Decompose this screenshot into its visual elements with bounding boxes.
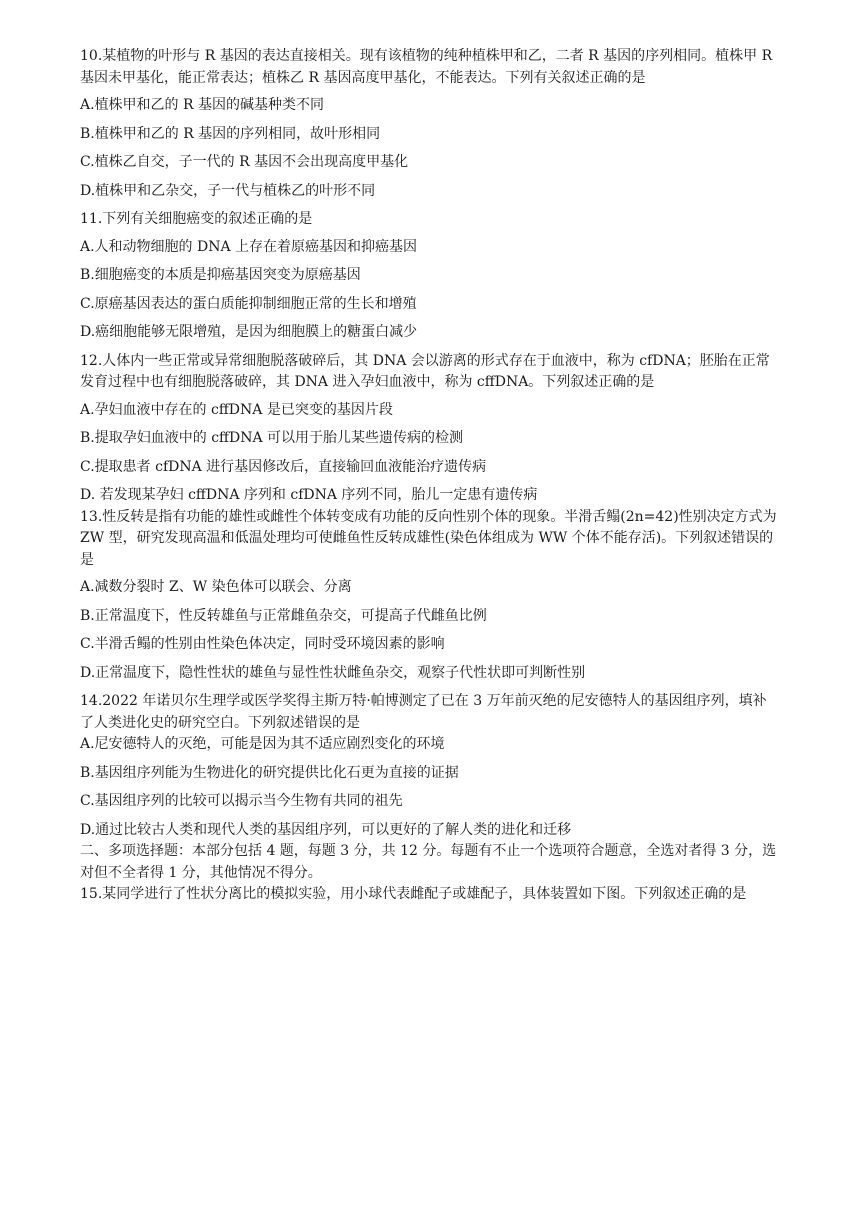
option-a: A.减数分裂时 Z、W 染色体可以联会、分离 bbox=[80, 579, 352, 595]
option-d: D.正常温度下，隐性性状的雄鱼与显性性状雌鱼杂交，观察子代性状即可判断性别 bbox=[80, 664, 586, 681]
question-15 bbox=[80, 884, 780, 906]
question-11 bbox=[80, 209, 780, 344]
option-a: A.植株甲和乙的 R 基因的碱基种类不同 bbox=[80, 97, 325, 113]
option-d: D. 若发现某孕妇 cffDNA 序列和 cfDNA 序列不同，胎儿一定患有遗传病 bbox=[80, 487, 538, 503]
option-c: C.基因组序列的比较可以揭示当今生物有共同的祖先 bbox=[80, 793, 403, 809]
option-c: C.植株乙自交，子一代的 R 基因不会出现高度甲基化 bbox=[80, 154, 409, 170]
option-b: B.正常温度下，性反转雄鱼与正常雌鱼杂交，可提高子代雌鱼比例 bbox=[80, 607, 487, 624]
question-13 bbox=[80, 507, 780, 685]
option-a: A.孕妇血液中存在的 cffDNA 是已突变的基因片段 bbox=[80, 401, 393, 418]
section-heading: 二、多项选择题：本部分包括 4 题，每题 3 分，共 12 分。每题有不止一个选项符合题意，全选对者得 3 分，选对但不全者得 1 分，其他情况不得分。 bbox=[80, 843, 777, 881]
question-stem: 14.2022 年诺贝尔生理学或医学奖得主斯万特·帕博测定了已在 3 万年前灭绝的尼安德特人的基因组序列，填补了人类进化史的研究空白。下列叙述错误的是 bbox=[80, 693, 767, 731]
question-12 bbox=[80, 351, 780, 507]
option-b: B.基因组序列能为生物进化的研究提供比化石更为直接的证据 bbox=[80, 764, 459, 781]
option-a: A.尼安德特人的灭绝，可能是因为其不适应剧烈变化的环境 bbox=[80, 736, 445, 752]
option-c: C.提取患者 cfDNA 进行基因修改后，直接输回血液能治疗遗传病 bbox=[80, 458, 487, 475]
question-stem: 15.某同学进行了性状分离比的模拟实验，用小球代表雌配子或雄配子，具体装置如下图。下列叙述正确的是 bbox=[80, 886, 747, 902]
exam-page bbox=[80, 46, 780, 912]
option-d: D.癌细胞能够无限增殖，是因为细胞膜上的糖蛋白减少 bbox=[80, 324, 418, 340]
question-14 bbox=[80, 691, 780, 841]
option-b: B.提取孕妇血液中的 cffDNA 可以用于胎儿某些遗传病的检测 bbox=[80, 430, 464, 446]
question-stem: 10.某植物的叶形与 R 基因的表达直接相关。现有该植物的纯种植株甲和乙，二者 R 基因的序列相同。植株甲 R 基因未甲基化，能正常表达；植株乙 R 基因高度甲基化，不能表达。下列有关叙述正确的是 bbox=[80, 48, 773, 86]
option-c: C.原癌基因表达的蛋白质能抑制细胞正常的生长和增殖 bbox=[80, 295, 417, 312]
question-stem: 11.下列有关细胞癌变的叙述正确的是 bbox=[80, 211, 313, 227]
question-10 bbox=[80, 46, 780, 202]
question-stem: 13.性反转是指有功能的雄性或雌性个体转变成有功能的反向性别个体的现象。半滑舌鳎(2n=42)性别决定方式为 ZW 型，研究发现高温和低温处理均可使雌鱼性反转成雄性(染色体组成为 WW 个体不能存活)。下列叙述错误的是 bbox=[80, 508, 777, 568]
option-d: D.植株甲和乙杂交，子一代与植株乙的叶形不同 bbox=[80, 182, 376, 199]
option-c: C.半滑舌鳎的性别由性染色体决定，同时受环境因素的影响 bbox=[80, 636, 445, 652]
option-b: B.植株甲和乙的 R 基因的序列相同，故叶形相同 bbox=[80, 125, 381, 142]
question-stem: 12.人体内一些正常或异常细胞脱落破碎后，其 DNA 会以游离的形式存在于血液中，称为 cfDNA；胚胎在正常发育过程中也有细胞脱落破碎，其 DNA 进入孕妇血液中，称为 cffDNA。下列叙述正确的是 bbox=[80, 352, 770, 390]
option-b: B.细胞癌变的本质是抑癌基因突变为原癌基因 bbox=[80, 267, 361, 283]
option-d: D.通过比较古人类和现代人类的基因组序列，可以更好的了解人类的进化和迁移 bbox=[80, 821, 572, 838]
option-a: A.人和动物细胞的 DNA 上存在着原癌基因和抑癌基因 bbox=[80, 238, 418, 255]
